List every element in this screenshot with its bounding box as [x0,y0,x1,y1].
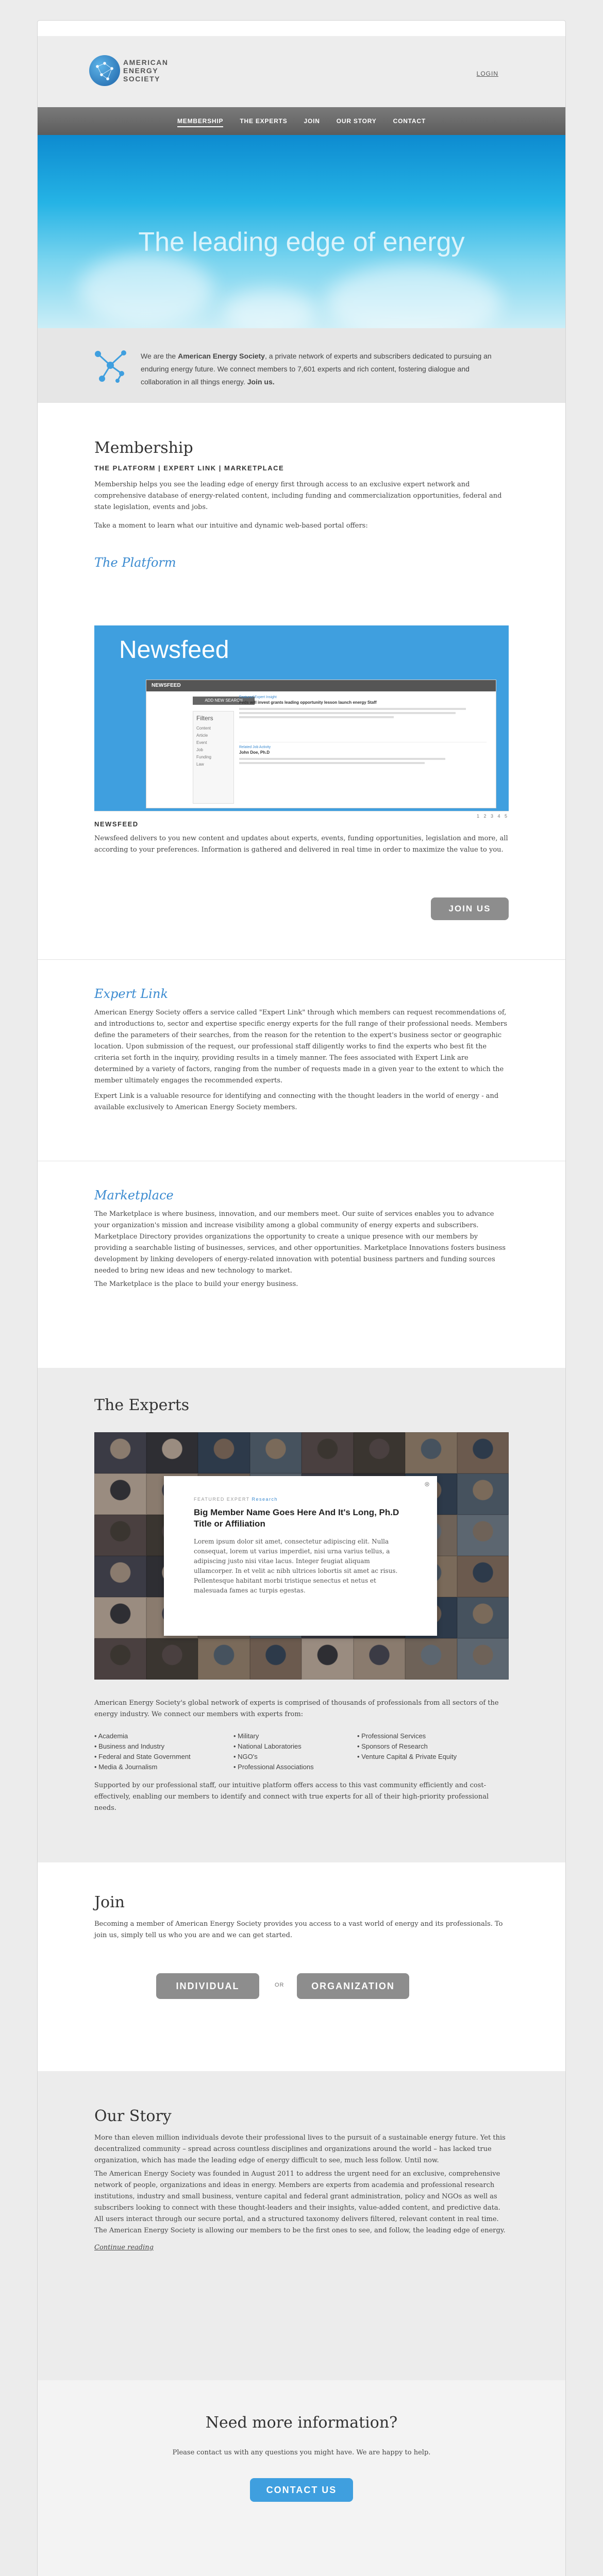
expert-portrait[interactable] [94,1515,146,1556]
list-item: • National Laboratories [233,1742,301,1750]
expert-portrait[interactable] [198,1432,250,1473]
list-item: • Professional Associations [233,1763,314,1771]
marketplace-paragraph: The Marketplace is the place to build your energy business. [94,1280,298,1288]
featured-tag[interactable]: Research [252,1497,278,1502]
expert-portrait[interactable] [301,1432,354,1473]
expert-portrait[interactable] [146,1638,198,1680]
experts-section [38,1368,565,1862]
expert-link-paragraph: Expert Link is a valuable resource for identifying and connecting with the thought leaders in the world of energy - and available exclusively to American Energy Society members. [94,1092,499,1111]
membership-paragraph: Take a moment to learn what our intuitive and dynamic web-based portal offers: [94,522,368,530]
screen-item-title: John Doe, Ph.D [239,750,270,755]
intro-text [141,350,507,388]
hero-title: The leading edge of energy [138,227,465,257]
contact-title: Need more information? [205,2414,398,2432]
continue-reading-link[interactable]: Continue reading [94,2244,154,2251]
page-frame [38,21,565,2576]
network-icon [92,347,129,384]
expert-portrait[interactable] [457,1473,509,1515]
login-link[interactable]: LOGIN [476,70,498,77]
join-us-button[interactable]: JOIN US [431,897,509,920]
expert-portrait[interactable] [94,1597,146,1638]
newsfeed-caption: Newsfeed delivers to you new content and updates about experts, events, funding opportunities, legislation and more, all according to your preferences. Information is gathered and delivered in real time in order to maximize the value to you. [94,835,508,854]
or-label: OR [275,1982,284,1988]
add-search-button: ADD NEW SEARCH [193,697,255,705]
screen-filter-item: Event [196,740,207,745]
expert-portrait[interactable] [94,1473,146,1515]
text-line [239,708,466,710]
expert-sector-list [357,1731,457,1762]
membership-tagline: THE PLATFORM | EXPERT LINK | MARKETPLACE [94,464,284,472]
featured-label: FEATURED EXPERT [194,1497,250,1502]
expert-portrait[interactable] [405,1638,457,1680]
screen-filter-list [196,725,230,768]
intro-brand: American Energy Society [178,352,265,360]
intro-join-link[interactable]: Join us. [247,378,275,386]
expert-portrait[interactable] [457,1515,509,1556]
expert-portrait[interactable] [250,1432,302,1473]
brand-name[interactable] [123,58,190,83]
organization-button[interactable]: ORGANIZATION [297,1973,409,1999]
screen-item-title: Feds will invest grants leading opportunity lesson launch energy Staff [239,700,377,705]
screen-filter-panel [193,711,234,804]
text-line [239,758,445,760]
contact-section [38,2380,565,2576]
featured-expert-name[interactable]: Big Member Name Goes Here And It's Long, Ph.D [194,1507,399,1517]
expert-portrait[interactable] [457,1432,509,1473]
featured-expert-bio: Lorem ipsum dolor sit amet, consectetur adipiscing elit. Nulla consequat, lorem ut varius imperdiet, nisi urna varius tellus, a adipiscing justo nisi vitae lacus. Integer feugiat aliquam ullamcorper. In et velit ac nibh ultrices lobortis sit amet ac risus. Pellentesque habitant morbi tristique senectus et netus et malesuada fames ac turpis egestas. [194,1538,398,1594]
expert-portrait[interactable] [146,1432,198,1473]
list-item: • NGO's [233,1753,258,1760]
nav-item-membership[interactable]: MEMBERSHIP [177,117,223,127]
join-title: Join [94,1893,125,1911]
experts-paragraph: Supported by our professional staff, our intuitive platform offers access to this vast community efficiently and cost-effectively, enabling our members to identify and connect with true experts for all of their high-priority professional needs. [94,1782,489,1812]
list-item: • Venture Capital & Private Equity [357,1753,457,1760]
intro-band [38,328,565,403]
nav-item-join[interactable]: JOIN [304,117,320,125]
intro-text-part: , a private network of experts and subscribers dedicated to pursuing an enduring energy future. We connect members to 7,601 experts and rich content, fostering dialogue and collaboration in all things energy. [141,352,492,386]
marketplace-paragraph: The Marketplace is where business, innovation, and our members meet. Our suite of services enables you to advance your organization's mission and increase visibility among a global community of energy experts and subscribers. Marketplace Directory provides organizations the opportunity to create a unique presence with our members by providing a searchable listing of businesses, services, and other opportunities. Marketplace Innovations fosters business development by linking developers of energy-related innovation with potential business partners and funding sources needed to bring new ideas and new technology to market. [94,1210,506,1275]
nav-item-contact[interactable]: CONTACT [393,117,426,125]
expert-portrait[interactable] [405,1432,457,1473]
hero-light [79,253,213,326]
text-line [239,762,425,764]
globe-logo-icon[interactable] [89,55,120,86]
expert-portrait[interactable] [301,1638,354,1680]
screen-filter-title: Filters [196,715,213,722]
text-line [239,716,394,718]
expert-portrait[interactable] [354,1638,406,1680]
portal-screenshot [146,680,496,808]
platform-title: The Platform [94,555,176,570]
nav-item-our-story[interactable]: OUR STORY [336,117,377,125]
our-story-paragraph: The American Energy Society was founded in August 2011 to address the urgent need for an exclusive, comprehensive network of people, organizations and ideas in energy. Members are experts from academia and professional research institutions, industry and small business, venture capital and federal grant administration, policy and NGOs as well as subscribers looking to connect with these thought-leaders and their insights, value-added content, and predictive data. All users interact through our secure portal, and a structured taxonomy delivers filtered, relevant content in real time. The American Energy Society is allowing our members to be the first ones to see, and follow, the leading edge of energy. [94,2170,506,2234]
screen-item [239,742,487,778]
expert-portrait[interactable] [94,1432,146,1473]
list-item: • Academia [94,1732,128,1740]
experts-paragraph: American Energy Society's global network of experts is comprised of thousands of professionals from all sectors of the energy industry. We connect our members with experts from: [94,1699,499,1718]
contact-us-button[interactable]: CONTACT US [250,2478,353,2502]
hero-light [223,290,316,328]
list-item: • Federal and State Government [94,1753,191,1760]
list-item: • Sponsors of Research [357,1742,428,1750]
expert-link-title: Expert Link [94,987,168,1001]
screen-item-label: Featured Expert Insight [239,696,277,699]
site-header [38,36,565,107]
screen-filter-item: Funding [196,755,211,759]
marketplace-title: Marketplace [94,1188,174,1202]
slide-pager[interactable]: 1 2 3 4 5 [476,814,509,819]
experts-title: The Experts [94,1396,190,1414]
expert-link-section [38,960,565,1161]
marketplace-section [38,1161,565,1367]
close-icon[interactable]: ⊗ [424,1480,430,1488]
main-nav [38,107,565,135]
expert-portrait[interactable] [354,1432,406,1473]
membership-title: Membership [94,439,193,457]
screen-filter-item: Content [196,726,211,731]
intro-text-part: We are the [141,352,178,360]
screen-filter-item: Job [196,748,203,752]
featured-expert-card [164,1476,437,1636]
newsfeed-slide [94,625,509,811]
screen-filter-item: Article [196,733,208,738]
list-item: • Media & Journalism [94,1763,158,1771]
list-item: • Military [233,1732,259,1740]
membership-paragraph: Membership helps you see the leading edge of energy first through access to an exclusive expert network and comprehensive database of energy-related content, including funding and commercialization opportunities, federal and state legislation, events and jobs. [94,481,502,511]
slide-title: Newsfeed [119,636,229,664]
our-story-title: Our Story [94,2107,172,2125]
our-story-paragraph: More than eleven million individuals devote their professional lives to the pursuit of a sustainable energy future. Yet this decentralized community – spread across countless disciplines and organizations around the world – has lacked true organization, which has made the leading edge of energy difficult to see, much less follow. Until now. [94,2134,506,2164]
brand-line: SOCIETY [123,75,160,83]
expert-sector-list [94,1731,191,1772]
join-text: Becoming a member of American Energy Society provides you access to a vast world of energy and its professionals. To join us, simply tell us who you are and we can get started. [94,1920,503,1939]
join-section [38,1862,565,2071]
brand-line: AMERICAN [123,58,169,66]
expert-portrait[interactable] [94,1556,146,1597]
expert-portrait[interactable] [94,1638,146,1680]
featured-expert-role: Title or Affiliation [194,1519,265,1529]
expert-link-paragraph: American Energy Society offers a service called "Expert Link" through which members can request recommendations of, and introductions to, sector and expertise specific energy experts for the full range of their professional needs. Members define the parameters of their searches, from the reason for the retention to the expert's business sector or geographic location. Upon submission of the request, our professional staff diligently works to find the experts who best fit the criteria set forth in the inquiry, providing results in a timely manner. The fees associated with Expert Link are determined by a variety of factors, ranging from the number of requests made in a given year to the extent to which the member ultimately engages the recommended experts. [94,1009,508,1084]
our-story-section [38,2071,565,2380]
expert-portrait[interactable] [250,1638,302,1680]
text-line [239,712,456,714]
individual-button[interactable]: INDIVIDUAL [156,1973,259,1999]
screen-item-label: Related Job Activity [239,745,271,749]
hero-banner [38,135,565,328]
screen-heading: NEWSFEED [146,680,496,691]
list-item: • Professional Services [357,1732,426,1740]
brand-line: ENERGY [123,66,159,75]
nav-item-the-experts[interactable]: THE EXPERTS [240,117,288,125]
newsfeed-caption-title: NEWSFEED [94,820,139,828]
list-item: • Business and Industry [94,1742,165,1750]
expert-sector-list [233,1731,314,1772]
screen-item [239,696,487,732]
membership-section [38,403,565,959]
expert-portrait[interactable] [457,1597,509,1638]
hero-light [326,264,501,328]
expert-portrait[interactable] [457,1556,509,1597]
screen-filter-item: Law [196,762,204,767]
expert-portrait[interactable] [198,1638,250,1680]
expert-portrait[interactable] [457,1638,509,1680]
contact-text: Please contact us with any questions you might have. We are happy to help. [172,2449,431,2456]
